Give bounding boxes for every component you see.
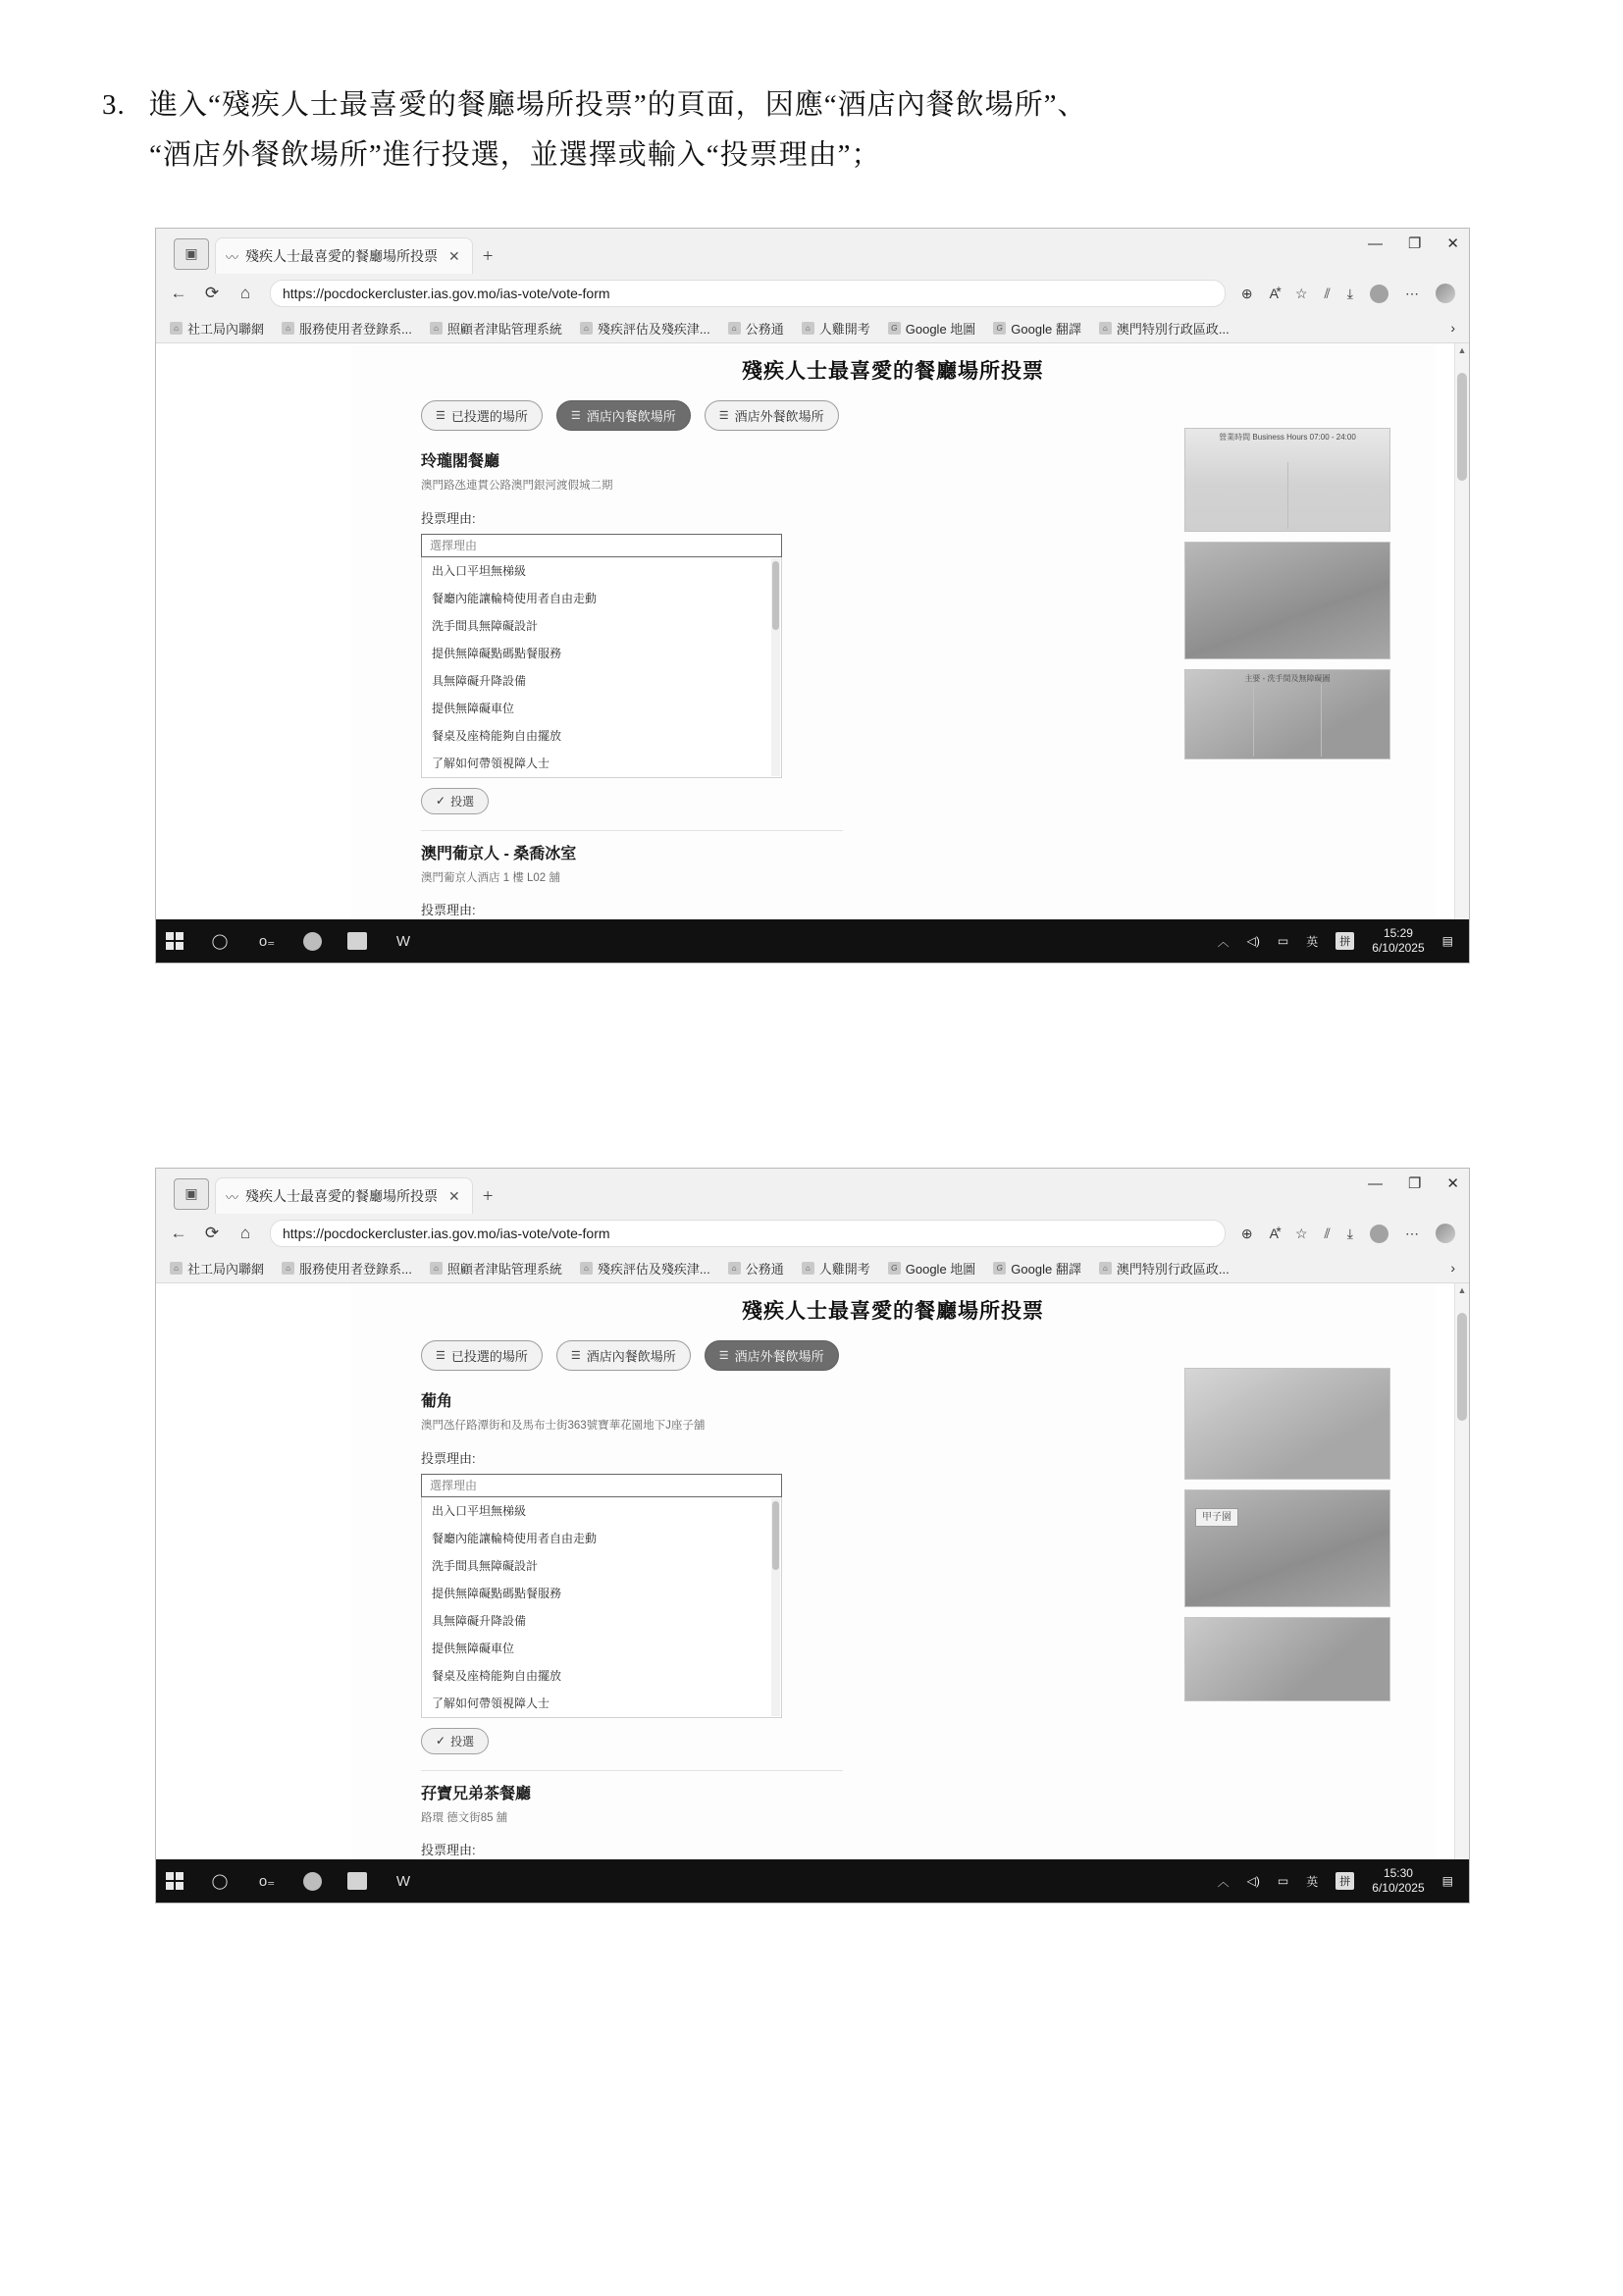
reason-label: 投票理由: — [421, 903, 476, 918]
bookmark-favicon-icon: ⌂ — [580, 1262, 593, 1275]
page-scrollbar[interactable] — [1454, 1283, 1469, 1874]
venue-photo — [1184, 1489, 1390, 1607]
reason-options-list[interactable] — [421, 1497, 782, 1718]
bookmark-favicon-icon: ⌂ — [170, 1262, 183, 1275]
screenshot-first — [155, 228, 1470, 964]
page-title: 殘疾人士最喜愛的餐廳場所投票 — [742, 360, 1044, 383]
url-text: https://pocdockercluster.ias.gov.mo/ias-vote/vote-form — [283, 1226, 610, 1241]
zoom-icon[interactable]: ⊕ — [1240, 285, 1253, 301]
bookmark-label: Google 翻譯 — [1011, 1261, 1081, 1277]
search-icon[interactable]: ◯ — [211, 1873, 229, 1890]
system-tray-2 — [1218, 1866, 1459, 1896]
venue-address: 澳門葡京人酒店 1 樓 L02 舖 — [421, 871, 560, 884]
instruction-line-1: 進入“殘疾人士最喜愛的餐廳場所投票”的頁面，因應“酒店內餐飲場所”、 — [149, 89, 1087, 121]
collections-icon[interactable]: A⃰ — [1269, 286, 1279, 301]
bookmarks-bar — [156, 1253, 1469, 1283]
split-screen-icon[interactable]: ⫽ — [1324, 1225, 1331, 1241]
toolbar-right-icons — [1241, 284, 1455, 303]
venue-photo-column-1 — [1184, 428, 1390, 769]
clock-date: 6/10/2025 — [1372, 1881, 1425, 1895]
venue-address: 澳門氹仔路潭街和及馬布士街363號寶華花園地下J座子舖 — [421, 1420, 706, 1432]
minimize-button[interactable]: — — [1367, 1174, 1383, 1192]
tab-outside-hotel-venues[interactable] — [705, 1340, 839, 1371]
tab-in-hotel-venues[interactable] — [556, 1340, 691, 1371]
reason-label: 投票理由: — [421, 1450, 476, 1466]
downloads-icon[interactable]: ⤓ — [1346, 285, 1353, 301]
reason-option[interactable]: 提供無障礙點碼點餐服務 — [432, 647, 562, 661]
bookmarks-overflow-icon[interactable]: › — [1450, 320, 1455, 336]
zoom-icon[interactable]: ⊕ — [1240, 1225, 1253, 1241]
tab-overview-icon[interactable]: ▣ — [174, 238, 209, 270]
venue-photo — [1184, 542, 1390, 659]
split-screen-icon[interactable]: ⫽ — [1324, 285, 1331, 301]
close-window-button[interactable]: ✕ — [1446, 235, 1459, 252]
instruction-paragraph — [102, 80, 1535, 181]
bookmark-item[interactable] — [580, 1259, 710, 1278]
windows-taskbar-1 — [156, 919, 1469, 963]
tab-label: 酒店內餐飲場所 — [586, 1349, 676, 1364]
bookmark-item[interactable] — [170, 319, 264, 338]
bookmark-item[interactable] — [580, 319, 710, 338]
reason-option[interactable]: 提供無障礙車位 — [432, 702, 515, 716]
bookmark-favicon-icon: ⌂ — [170, 322, 183, 335]
bookmark-favicon-icon: ⌂ — [802, 322, 814, 335]
bookmark-label: 照顧者津貼管理系統 — [446, 1261, 562, 1277]
back-icon[interactable]: ← — [170, 284, 187, 302]
bookmark-item-google-translate[interactable] — [993, 319, 1081, 338]
app-explorer-icon[interactable] — [347, 1872, 367, 1890]
downloads-icon[interactable]: ⤓ — [1346, 1225, 1353, 1241]
reason-select-input[interactable] — [421, 534, 782, 557]
bookmark-favicon-icon: ⌂ — [282, 1262, 294, 1275]
bookmark-favicon-icon: ⌂ — [728, 1262, 741, 1275]
check-icon: ✓ — [436, 1734, 446, 1748]
instruction-line-2: “酒店外餐飲場所”進行投選，並選擇或輸入“投票理由”； — [149, 138, 881, 171]
bookmark-label: Google 地圖 — [905, 1261, 976, 1277]
reason-placeholder: 選擇理由 — [430, 539, 478, 553]
bookmark-favicon-icon: ⌂ — [282, 322, 294, 335]
tab-title: 殘疾人士最喜愛的餐廳場所投票 — [245, 1188, 439, 1204]
app-word-icon[interactable]: W — [395, 932, 411, 950]
venue-name: 葡角 — [421, 1393, 453, 1410]
bookmark-item[interactable] — [430, 1259, 562, 1278]
ime-indicator[interactable]: 英 — [1306, 934, 1319, 949]
venue-address: 澳門路氹連貫公路澳門銀河渡假城二期 — [421, 480, 613, 492]
clock-date: 6/10/2025 — [1372, 941, 1425, 955]
start-button-icon[interactable] — [166, 932, 183, 950]
bookmark-favicon-icon: ⌂ — [1099, 1262, 1112, 1275]
photo-part — [1322, 684, 1389, 757]
list-icon: ☰ — [570, 1350, 581, 1362]
browser-window-2 — [156, 1169, 1469, 1903]
list-icon: ☰ — [718, 410, 729, 422]
page-scroll-thumb[interactable] — [1457, 373, 1467, 481]
bookmark-favicon-icon: ⌂ — [430, 1262, 443, 1275]
app-browser-icon[interactable] — [303, 1872, 322, 1891]
browser-toolbar — [156, 1214, 1469, 1253]
bookmark-item[interactable] — [282, 1259, 412, 1278]
home-icon[interactable]: ⌂ — [239, 284, 251, 302]
venue-photo — [1184, 1368, 1390, 1480]
refresh-icon[interactable]: ⟳ — [204, 1224, 220, 1242]
venue-photo — [1184, 669, 1390, 759]
list-icon: ☰ — [436, 1350, 445, 1362]
bookmark-label: 殘疾評估及殘疾津... — [597, 1261, 710, 1277]
venue-name: 澳門葡京人 - 桑喬冰室 — [421, 845, 577, 862]
maximize-button[interactable]: ❐ — [1407, 235, 1422, 252]
bookmark-favicon-icon: ⌂ — [580, 322, 593, 335]
vote-button[interactable] — [421, 788, 489, 814]
notification-icon[interactable]: ▤ — [1441, 1874, 1453, 1888]
tab-voted-venues[interactable] — [421, 1340, 543, 1371]
vote-button-label: 投選 — [450, 1734, 475, 1748]
venue-address: 路環 德文街85 舖 — [421, 1811, 508, 1824]
tab-label: 酒店外餐飲場所 — [734, 409, 824, 424]
bookmark-label: 服務使用者登錄系... — [299, 321, 412, 337]
tab-label: 已投選的場所 — [450, 1349, 528, 1364]
page-scrollbar[interactable] — [1454, 343, 1469, 934]
refresh-icon[interactable]: ⟳ — [204, 284, 220, 302]
home-icon[interactable]: ⌂ — [239, 1224, 251, 1242]
new-tab-button[interactable]: + — [482, 1186, 494, 1207]
page-right-margin — [1436, 1283, 1455, 1874]
start-button-icon[interactable] — [166, 1872, 183, 1890]
app-outlook-icon[interactable]: o₌ — [258, 933, 276, 950]
venue-photo-column-2 — [1184, 1368, 1390, 1711]
page-left-margin — [156, 1283, 350, 1874]
page-right-margin — [1436, 343, 1455, 934]
bookmark-label: 殘疾評估及殘疾津... — [597, 321, 710, 337]
bookmark-label: 人雞開考 — [818, 1261, 870, 1277]
list-icon: ☰ — [718, 1350, 729, 1362]
clock-time: 15:29 — [1383, 926, 1413, 940]
app-outlook-icon[interactable]: o₌ — [258, 1873, 276, 1890]
tray-chevron-icon[interactable]: ︿ — [1217, 934, 1230, 949]
taskbar-clock[interactable] — [1372, 1866, 1424, 1896]
reason-option[interactable]: 提供無障礙車位 — [432, 1642, 515, 1656]
language-badge[interactable]: 拼 — [1335, 932, 1354, 950]
scroll-up-icon[interactable]: ▲ — [1457, 345, 1467, 355]
venue-name: 孖寶兄弟茶餐廳 — [421, 1785, 532, 1802]
tab-label: 酒店外餐飲場所 — [734, 1349, 824, 1364]
list-icon: ☰ — [570, 410, 581, 422]
app-explorer-icon[interactable] — [347, 932, 367, 950]
reason-option[interactable]: 餐廳內能讓輪椅使用者自由走動 — [432, 1532, 598, 1546]
bookmark-label: 澳門特別行政區政... — [1116, 1261, 1230, 1277]
options-scroll-thumb[interactable] — [772, 1501, 779, 1570]
screenshot-second — [155, 1168, 1470, 1904]
bookmark-item[interactable] — [802, 1259, 870, 1278]
address-bar[interactable] — [270, 280, 1226, 307]
bookmark-item[interactable] — [170, 1259, 264, 1278]
favorite-star-icon[interactable]: ☆ — [1294, 1225, 1308, 1241]
reason-label: 投票理由: — [421, 1843, 476, 1858]
url-text: https://pocdockercluster.ias.gov.mo/ias-vote/vote-form — [283, 286, 610, 301]
reason-option[interactable]: 洗手間具無障礙設計 — [432, 619, 539, 634]
address-bar[interactable] — [270, 1220, 1226, 1247]
category-tabs-2 — [350, 1325, 1436, 1371]
list-icon: ☰ — [436, 410, 445, 422]
extension-icon[interactable] — [1436, 1224, 1455, 1243]
profile-avatar-icon[interactable] — [1370, 285, 1388, 303]
browser-toolbar — [156, 274, 1469, 313]
photo-caption: 營業時間 Business Hours 07:00 - 24:00 — [1219, 433, 1356, 442]
reason-option[interactable]: 餐桌及座椅能夠自由擺放 — [432, 729, 562, 744]
bookmark-favicon-icon: ⌂ — [728, 322, 741, 335]
reason-option[interactable]: 出入口平坦無梯級 — [432, 1504, 527, 1519]
ime-indicator[interactable]: 英 — [1306, 1874, 1319, 1889]
reason-option[interactable]: 了解如何帶領視障人士 — [432, 757, 550, 771]
tab-label: 酒店內餐飲場所 — [586, 409, 676, 424]
network-icon[interactable]: ▭ — [1277, 934, 1289, 948]
page-scroll-thumb[interactable] — [1457, 1313, 1467, 1421]
tab-voted-venues[interactable] — [421, 400, 543, 431]
bookmark-item[interactable] — [802, 319, 870, 338]
bookmark-item[interactable] — [430, 319, 562, 338]
tray-chevron-icon[interactable]: ︿ — [1217, 1874, 1230, 1889]
app-browser-icon[interactable] — [303, 932, 322, 951]
scroll-up-icon[interactable]: ▲ — [1457, 1285, 1467, 1295]
bookmark-favicon-icon: ⌂ — [802, 1262, 814, 1275]
bookmark-item[interactable] — [282, 319, 412, 338]
extension-icon[interactable] — [1436, 284, 1455, 303]
google-icon: G — [993, 1262, 1006, 1275]
reason-option[interactable]: 餐廳內能讓輪椅使用者自由走動 — [432, 592, 598, 606]
volume-icon[interactable]: ◁) — [1246, 934, 1260, 948]
back-icon[interactable]: ← — [170, 1224, 187, 1242]
browser-tab[interactable] — [215, 237, 473, 274]
more-options-icon[interactable]: ⋯ — [1405, 285, 1419, 301]
reason-option[interactable]: 餐桌及座椅能夠自由擺放 — [432, 1669, 562, 1684]
photo-part — [1254, 684, 1323, 757]
page-title: 殘疾人士最喜愛的餐廳場所投票 — [742, 1300, 1044, 1323]
venue-name: 玲瓏閣餐廳 — [421, 453, 500, 470]
bookmark-favicon-icon: ⌂ — [430, 322, 443, 335]
google-icon: G — [888, 322, 901, 335]
collections-icon[interactable]: A⃰ — [1269, 1226, 1279, 1241]
bookmark-item[interactable] — [1099, 319, 1230, 338]
profile-avatar-icon[interactable] — [1370, 1225, 1388, 1243]
tab-favicon-icon: 〰 — [226, 1189, 239, 1205]
reason-options-list[interactable] — [421, 557, 782, 778]
search-icon[interactable]: ◯ — [211, 933, 229, 950]
reason-select-input[interactable] — [421, 1474, 782, 1497]
favorite-star-icon[interactable]: ☆ — [1294, 285, 1308, 301]
tab-title: 殘疾人士最喜愛的餐廳場所投票 — [245, 248, 439, 264]
page-left-margin — [156, 343, 350, 934]
bookmark-item[interactable] — [728, 319, 784, 338]
bookmark-favicon-icon: ⌂ — [1099, 322, 1112, 335]
venue-photo — [1184, 1617, 1390, 1701]
toolbar-right-icons — [1241, 1224, 1455, 1243]
google-icon: G — [888, 1262, 901, 1275]
browser-tab[interactable] — [215, 1177, 473, 1214]
system-tray-1 — [1218, 926, 1459, 956]
photo-part — [1185, 462, 1288, 529]
bookmark-item-google-translate[interactable] — [993, 1259, 1081, 1278]
bookmark-item[interactable] — [728, 1259, 784, 1278]
browser-window-1 — [156, 229, 1469, 963]
reason-option[interactable]: 了解如何帶領視障人士 — [432, 1696, 550, 1711]
bookmark-label: 公務通 — [745, 1261, 784, 1277]
tab-close-icon[interactable]: ✕ — [448, 247, 460, 264]
item-number: 3. — [102, 89, 126, 121]
more-options-icon[interactable]: ⋯ — [1405, 1225, 1419, 1241]
reason-option[interactable]: 具無障礙升降設備 — [432, 674, 527, 689]
close-window-button[interactable]: ✕ — [1446, 1175, 1459, 1192]
window-controls — [1368, 1174, 1459, 1192]
bookmark-label: Google 翻譯 — [1011, 321, 1081, 337]
vote-page-content-2 — [350, 1283, 1436, 1874]
options-scroll-thumb[interactable] — [772, 561, 779, 630]
reason-option[interactable]: 洗手間具無障礙設計 — [432, 1559, 539, 1574]
category-tabs-1 — [350, 385, 1436, 431]
tab-overview-icon[interactable]: ▣ — [174, 1178, 209, 1210]
bookmark-label: 人雞開考 — [818, 321, 870, 337]
clock-time: 15:30 — [1383, 1866, 1413, 1880]
reason-label: 投票理由: — [421, 510, 476, 526]
bookmark-item-google-maps[interactable] — [888, 319, 976, 338]
google-icon: G — [993, 322, 1006, 335]
taskbar-clock[interactable] — [1372, 926, 1424, 956]
bookmark-label: 澳門特別行政區政... — [1116, 321, 1230, 337]
bookmark-label: 社工局內聯網 — [187, 1261, 265, 1277]
language-badge[interactable]: 拼 — [1335, 1872, 1354, 1890]
tab-favicon-icon: 〰 — [226, 249, 239, 265]
bookmark-item[interactable] — [1099, 1259, 1230, 1278]
notification-icon[interactable]: ▤ — [1441, 934, 1453, 948]
bookmark-label: 公務通 — [745, 321, 784, 337]
browser-titlebar — [156, 229, 1469, 274]
app-word-icon[interactable]: W — [395, 1872, 411, 1890]
page-viewport-1 — [156, 343, 1469, 934]
window-controls — [1368, 235, 1459, 252]
vote-page-content-1 — [350, 343, 1436, 934]
network-icon[interactable]: ▭ — [1277, 1874, 1289, 1888]
venue-photo — [1184, 428, 1390, 532]
tab-close-icon[interactable]: ✕ — [448, 1187, 460, 1204]
bookmark-label: Google 地圖 — [905, 321, 976, 337]
reason-option[interactable]: 具無障礙升降設備 — [432, 1614, 527, 1629]
windows-taskbar-2 — [156, 1859, 1469, 1903]
photo-part — [1288, 462, 1390, 529]
minimize-button[interactable]: — — [1367, 235, 1383, 252]
bookmarks-bar — [156, 313, 1469, 343]
browser-titlebar — [156, 1169, 1469, 1214]
new-tab-button[interactable]: + — [482, 246, 494, 267]
photo-caption: 甲子園 — [1195, 1508, 1238, 1527]
check-icon: ✓ — [436, 794, 446, 809]
photo-caption: 主要 - 洗手間及無障礙圖 — [1244, 674, 1331, 683]
vote-button-label: 投選 — [450, 794, 475, 809]
bookmark-label: 照顧者津貼管理系統 — [446, 321, 562, 337]
vote-button[interactable] — [421, 1728, 489, 1754]
venue-entry-2 — [350, 1771, 1436, 1859]
reason-option[interactable]: 出入口平坦無梯級 — [432, 564, 527, 579]
reason-placeholder: 選擇理由 — [430, 1479, 478, 1493]
page-viewport-2 — [156, 1283, 1469, 1874]
bookmark-label: 社工局內聯網 — [187, 321, 265, 337]
maximize-button[interactable]: ❐ — [1407, 1175, 1422, 1192]
options-scrollbar[interactable] — [771, 1498, 780, 1716]
volume-icon[interactable]: ◁) — [1246, 1874, 1260, 1888]
reason-option[interactable]: 提供無障礙點碼點餐服務 — [432, 1587, 562, 1601]
photo-part — [1185, 684, 1254, 757]
tab-outside-hotel-venues[interactable] — [705, 400, 839, 431]
tab-in-hotel-venues[interactable] — [556, 400, 691, 431]
bookmark-item-google-maps[interactable] — [888, 1259, 976, 1278]
bookmarks-overflow-icon[interactable]: › — [1450, 1260, 1455, 1276]
bookmark-label: 服務使用者登錄系... — [299, 1261, 412, 1277]
tab-label: 已投選的場所 — [450, 409, 528, 424]
options-scrollbar[interactable] — [771, 558, 780, 776]
